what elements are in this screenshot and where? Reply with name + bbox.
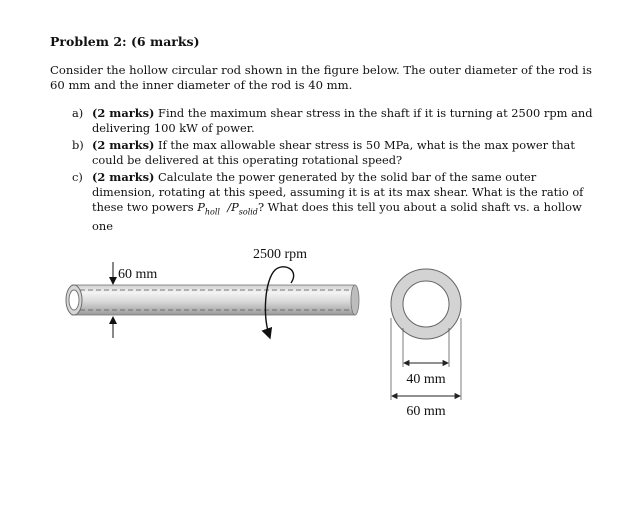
part-marks: (2 marks) (92, 106, 155, 120)
cross-section (391, 269, 461, 419)
p-hollow-subscript: holl (204, 207, 220, 217)
part-tail-text: ? What does this tell you about a solid shaft vs. a hollow one (92, 200, 582, 234)
p-solid-subscript: solid (238, 207, 258, 217)
part-marks: (2 marks) (92, 170, 155, 184)
shaft-bore (69, 290, 79, 310)
part-label: b) (72, 138, 84, 152)
shaft-right-end (351, 285, 359, 315)
inner-diameter-label: 40 mm (406, 372, 446, 387)
rod-diameter-label: 60 mm (118, 267, 158, 282)
shaft-body (72, 285, 355, 315)
p-hollow-symbol: P (197, 200, 205, 214)
p-solid-symbol: P (231, 200, 239, 214)
problem-title: Problem 2: (6 marks) (50, 34, 200, 49)
outer-diameter-label: 60 mm (406, 404, 446, 419)
inner-circle (403, 281, 449, 327)
part-text: Find the maximum shear stress in the shaft if it is turning at 2500 rpm and delivering 100 kW of power. (92, 106, 593, 135)
speed-label: 2500 rpm (253, 247, 308, 262)
problem-intro: Consider the hollow circular rod shown in the figure below. The outer diameter of the rod is 60 mm and the inner diameter of the rod is 40 mm. (50, 63, 592, 92)
part-label: c) (72, 170, 83, 184)
part-text: If the max allowable shear stress is 50 MPa, what is the max power that could be delivered at this operating rotational speed? (92, 138, 575, 167)
part-marks: (2 marks) (92, 138, 155, 152)
shaft-side-view (66, 285, 359, 315)
part-text: Calculate the power generated by the solid bar of the same outer dimension, rotating at this speed, assuming it is at its max shear. What is the ratio of these two powers (92, 170, 584, 214)
power-ratio: $P_{holl}$ $/P_{solid}$ (197, 200, 258, 217)
part-label: a) (72, 106, 84, 120)
